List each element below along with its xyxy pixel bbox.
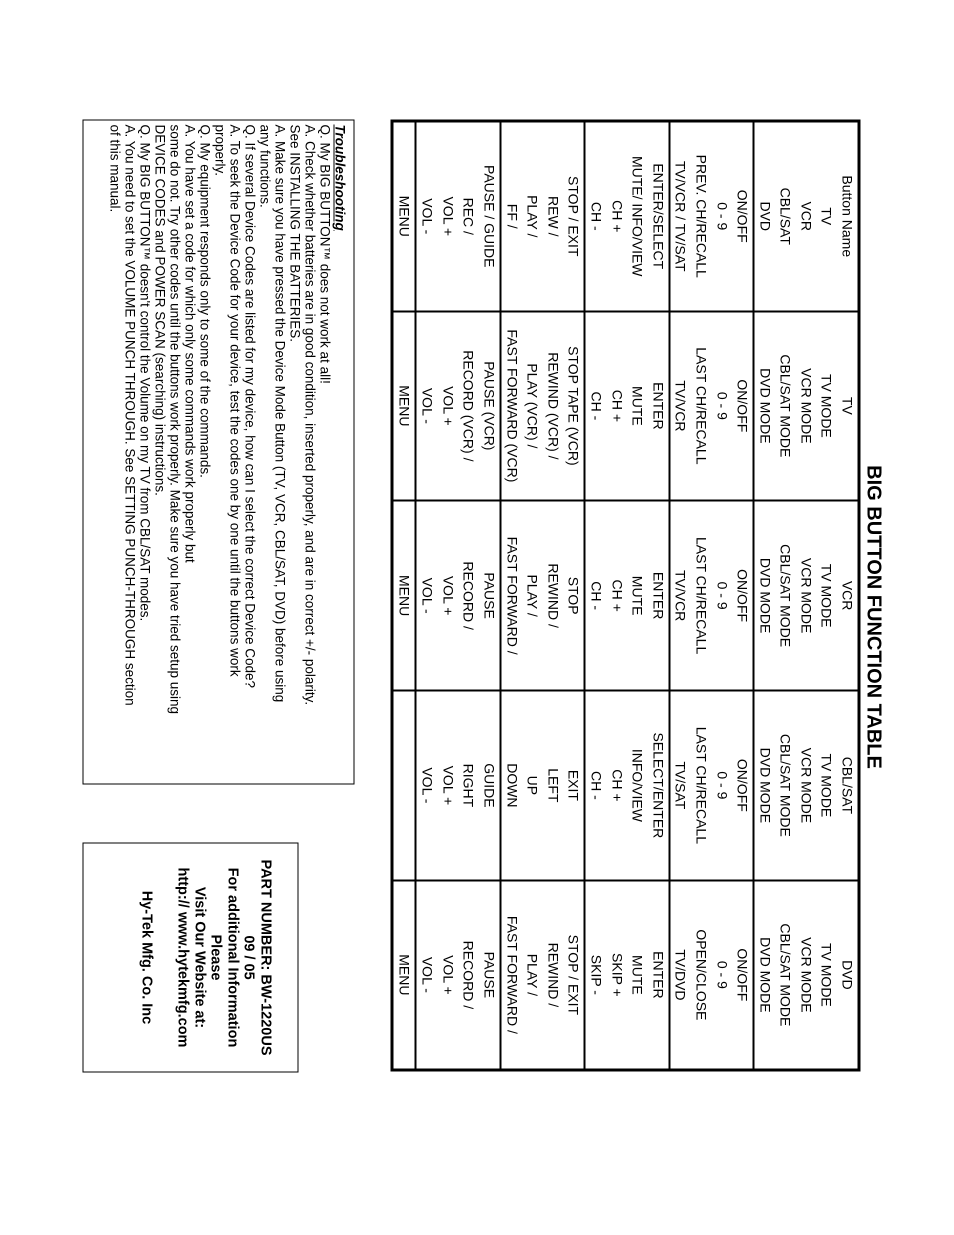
table-cell: PREV. CH/RECALL [691,121,711,311]
table-cell: MENU [392,880,416,1070]
table-cell [392,691,416,881]
table-row [627,121,647,1070]
table-cell: REWIND / [542,880,562,1070]
table-header-cell: VCR [837,501,859,691]
table-cell: MENU [392,311,416,501]
table-cell: UP [522,691,542,881]
table-row [479,121,501,1070]
table-cell: RIGHT [458,691,478,881]
table-cell: STOP [563,501,585,691]
table-header-cell: Button Name [837,121,859,311]
table-cell: ON/OFF [732,691,754,881]
table-cell: DVD MODE [754,691,776,881]
table-cell: DVD MODE [754,311,776,501]
table-cell: REWIND / [542,501,562,691]
table-cell: SELECT/ENTER [647,691,669,881]
table-row [754,121,776,1070]
table-row [647,121,669,1070]
part-date: 09 / 05 [241,935,257,980]
table-cell: SKIP - [585,880,607,1070]
table-cell: VCR MODE [796,880,816,1070]
table-cell: ON/OFF [732,501,754,691]
table-cell: CH + [606,501,626,691]
table-cell: CBL/SAT MODE [775,311,795,501]
table-cell: DVD [754,121,776,311]
troubleshooting-line: Q. My BIG BUTTON™ does not work at all! [317,124,333,384]
table-row [458,121,478,1070]
table-cell: OPEN/CLOSE [691,880,711,1070]
troubleshooting-line: Q. My equipment responds only to some of the commands. [197,124,213,478]
table-cell: CBL/SAT MODE [775,691,795,881]
table-cell: CBL/SAT MODE [775,501,795,691]
function-table [391,120,861,1072]
table-row [392,121,416,1070]
table-cell: CBL/SAT MODE [775,880,795,1070]
table-row [691,121,711,1070]
table-cell: VOL + [438,691,458,881]
table-cell: PLAY / [522,501,542,691]
troubleshooting-line: A. You have set a code for which only some commands work properly but [182,124,198,563]
table-cell: MENU [392,501,416,691]
table-cell: CH + [606,311,626,501]
table-cell: VOL - [416,121,438,311]
table-cell: PLAY / [522,880,542,1070]
part-info-box [83,843,299,1073]
website-link[interactable]: http:// www.hytekmfg.com [175,867,191,1048]
table-cell: PAUSE [479,880,501,1070]
table-cell: ENTER [647,501,669,691]
table-row [796,121,816,1070]
troubleshooting-line: A. To seek the Device Code for your device, test the codes one by one until the buttons work [227,124,243,677]
table-cell: CBL/SAT [775,121,795,311]
table-cell: RECORD (VCR) / [458,311,478,501]
table-cell: STOP / EXIT [563,121,585,311]
table-cell: VCR MODE [796,691,816,881]
table-row [522,121,542,1070]
table-cell: 0 - 9 [711,691,731,881]
table-cell: VOL + [438,501,458,691]
table-cell: TV/SAT [669,691,691,881]
troubleshooting-lines [108,125,333,780]
part-number: PART NUMBER: BW-1220US [257,859,274,1056]
table-cell: CH - [585,121,607,311]
table-cell: EXIT [563,691,585,881]
table-header-row [837,121,859,1070]
table-row [542,121,562,1070]
table-row [585,121,607,1070]
troubleshooting-line: any functions. [257,124,273,208]
table-cell: VOL - [416,880,438,1070]
troubleshooting-line: Q. My BIG BUTTON™ doesn't control the Volume on my TV from CBL/SAT modes. [137,124,153,622]
table-cell: CH - [585,311,607,501]
table-cell: GUIDE [479,691,501,881]
table-cell: LAST CH/RECALL [691,501,711,691]
table-cell: MENU [392,121,416,311]
troubleshooting-line: some do not. Try other codes until the buttons work properly. Make sure you have tried setup using [167,124,183,715]
troubleshooting-line: properly. [212,124,228,177]
table-cell: ON/OFF [732,880,754,1070]
table-cell: PLAY (VCR) / [522,311,542,501]
table-row [416,121,438,1070]
table-cell: TV MODE [816,880,836,1070]
table-cell: PLAY / [522,121,542,311]
table-cell: CH - [585,501,607,691]
table-header-cell: TV [837,311,859,501]
table-cell: ENTER [647,880,669,1070]
table-cell: VOL - [416,691,438,881]
table-cell: CH - [585,691,607,881]
table-cell: LEFT [542,691,562,881]
troubleshooting-line: of this manual. [107,124,123,213]
page-title: BIG BUTTON FUNCTION TABLE [862,465,885,769]
table-cell: FF / [500,121,522,311]
table-cell: VCR MODE [796,311,816,501]
table-cell: VCR [796,121,816,311]
table-cell: REW / [542,121,562,311]
table-cell: REWIND (VCR) / [542,311,562,501]
table-cell: SKIP + [606,880,626,1070]
table-cell: ENTER/SELECT [647,121,669,311]
table-cell: ENTER [647,311,669,501]
table-cell: RECORD / [458,880,478,1070]
table-cell: TV/VCR [669,501,691,691]
table-cell: MUTE [627,880,647,1070]
table-cell: LAST CH/RECALL [691,691,711,881]
troubleshooting-line: See INSTALLING THE BATTERIES. [287,124,303,343]
table-cell: 0 - 9 [711,311,731,501]
table-cell: LAST CH/RECALL [691,311,711,501]
table-row [816,121,836,1070]
info-line-2: Visit Our Website at: [191,886,208,1029]
table-cell: FAST FORWARD / [500,501,522,691]
troubleshooting-heading: Troubleshooting [332,124,348,231]
table-cell: 0 - 9 [711,501,731,691]
table-row [732,121,754,1070]
table-cell: PAUSE (VCR) [479,311,501,501]
table-cell: 0 - 9 [711,880,731,1070]
troubleshooting-line: A. Check whether batteries are in good condition, inserted properly, and are in correct +/- polarity. [302,124,318,706]
table-cell: DOWN [500,691,522,881]
table-cell: TV [816,121,836,311]
table-row [438,121,458,1070]
troubleshooting-line: Q. If several Device Codes are listed for my device, how can I select the correct Device Code? [242,124,258,688]
table-row [606,121,626,1070]
table-cell: VOL - [416,311,438,501]
info-line-1: For additional Information Please [208,867,241,1048]
table-cell: MUTE [627,311,647,501]
table-cell: MUTE/ INFO/VIEW [627,121,647,311]
table-cell: TV MODE [816,311,836,501]
table-cell: VOL + [438,121,458,311]
troubleshooting-line: A. Make sure you have pressed the Device Mode Button (TV, VCR, CBL/SAT, DVD) before using [272,124,288,703]
table-cell: FAST FORWARD (VCR) [500,311,522,501]
table-cell: RECORD / [458,501,478,691]
table-cell: MUTE [627,501,647,691]
table-cell: 0 - 9 [711,121,731,311]
table-cell: ON/OFF [732,121,754,311]
table-cell: FAST FORWARD / [500,880,522,1070]
table-cell: STOP / EXIT [563,880,585,1070]
table-cell: PAUSE / GUIDE [479,121,501,311]
table-cell: TV/VCR / TV/SAT [669,121,691,311]
table-cell: VOL + [438,880,458,1070]
table-cell: VCR MODE [796,501,816,691]
table-row [775,121,795,1070]
table-cell: TV MODE [816,501,836,691]
table-cell: VOL + [438,311,458,501]
table-header-cell: DVD [837,880,859,1070]
table-header-cell: CBL/SAT [837,691,859,881]
table-row [669,121,691,1070]
table-cell: REC / [458,121,478,311]
rotated-page [1,0,954,1235]
troubleshooting-line: A. You need to set the VOLUME PUNCH THROUGH. See SETTING PUNCH-THROUGH section [122,124,138,706]
table-cell: INFO/VIEW [627,691,647,881]
table-cell: DVD MODE [754,501,776,691]
table-cell: STOP TAPE (VCR) [563,311,585,501]
table-cell: TV MODE [816,691,836,881]
table-cell: CH + [606,691,626,881]
troubleshooting-line: DEVICE CODES and POWER SCAN (searching) instructions. [152,124,168,496]
table-row [711,121,731,1070]
table-cell: PAUSE [479,501,501,691]
table-cell: DVD MODE [754,880,776,1070]
table-cell: TV/DVD [669,880,691,1070]
table-row [563,121,585,1070]
troubleshooting-box [83,120,355,785]
company-name: Hy-Tek Mfg. Co. Inc [138,890,155,1025]
table-cell: ON/OFF [732,311,754,501]
table-cell: CH + [606,121,626,311]
table-cell: TV/VCR [669,311,691,501]
table-cell: VOL - [416,501,438,691]
table-row [500,121,522,1070]
